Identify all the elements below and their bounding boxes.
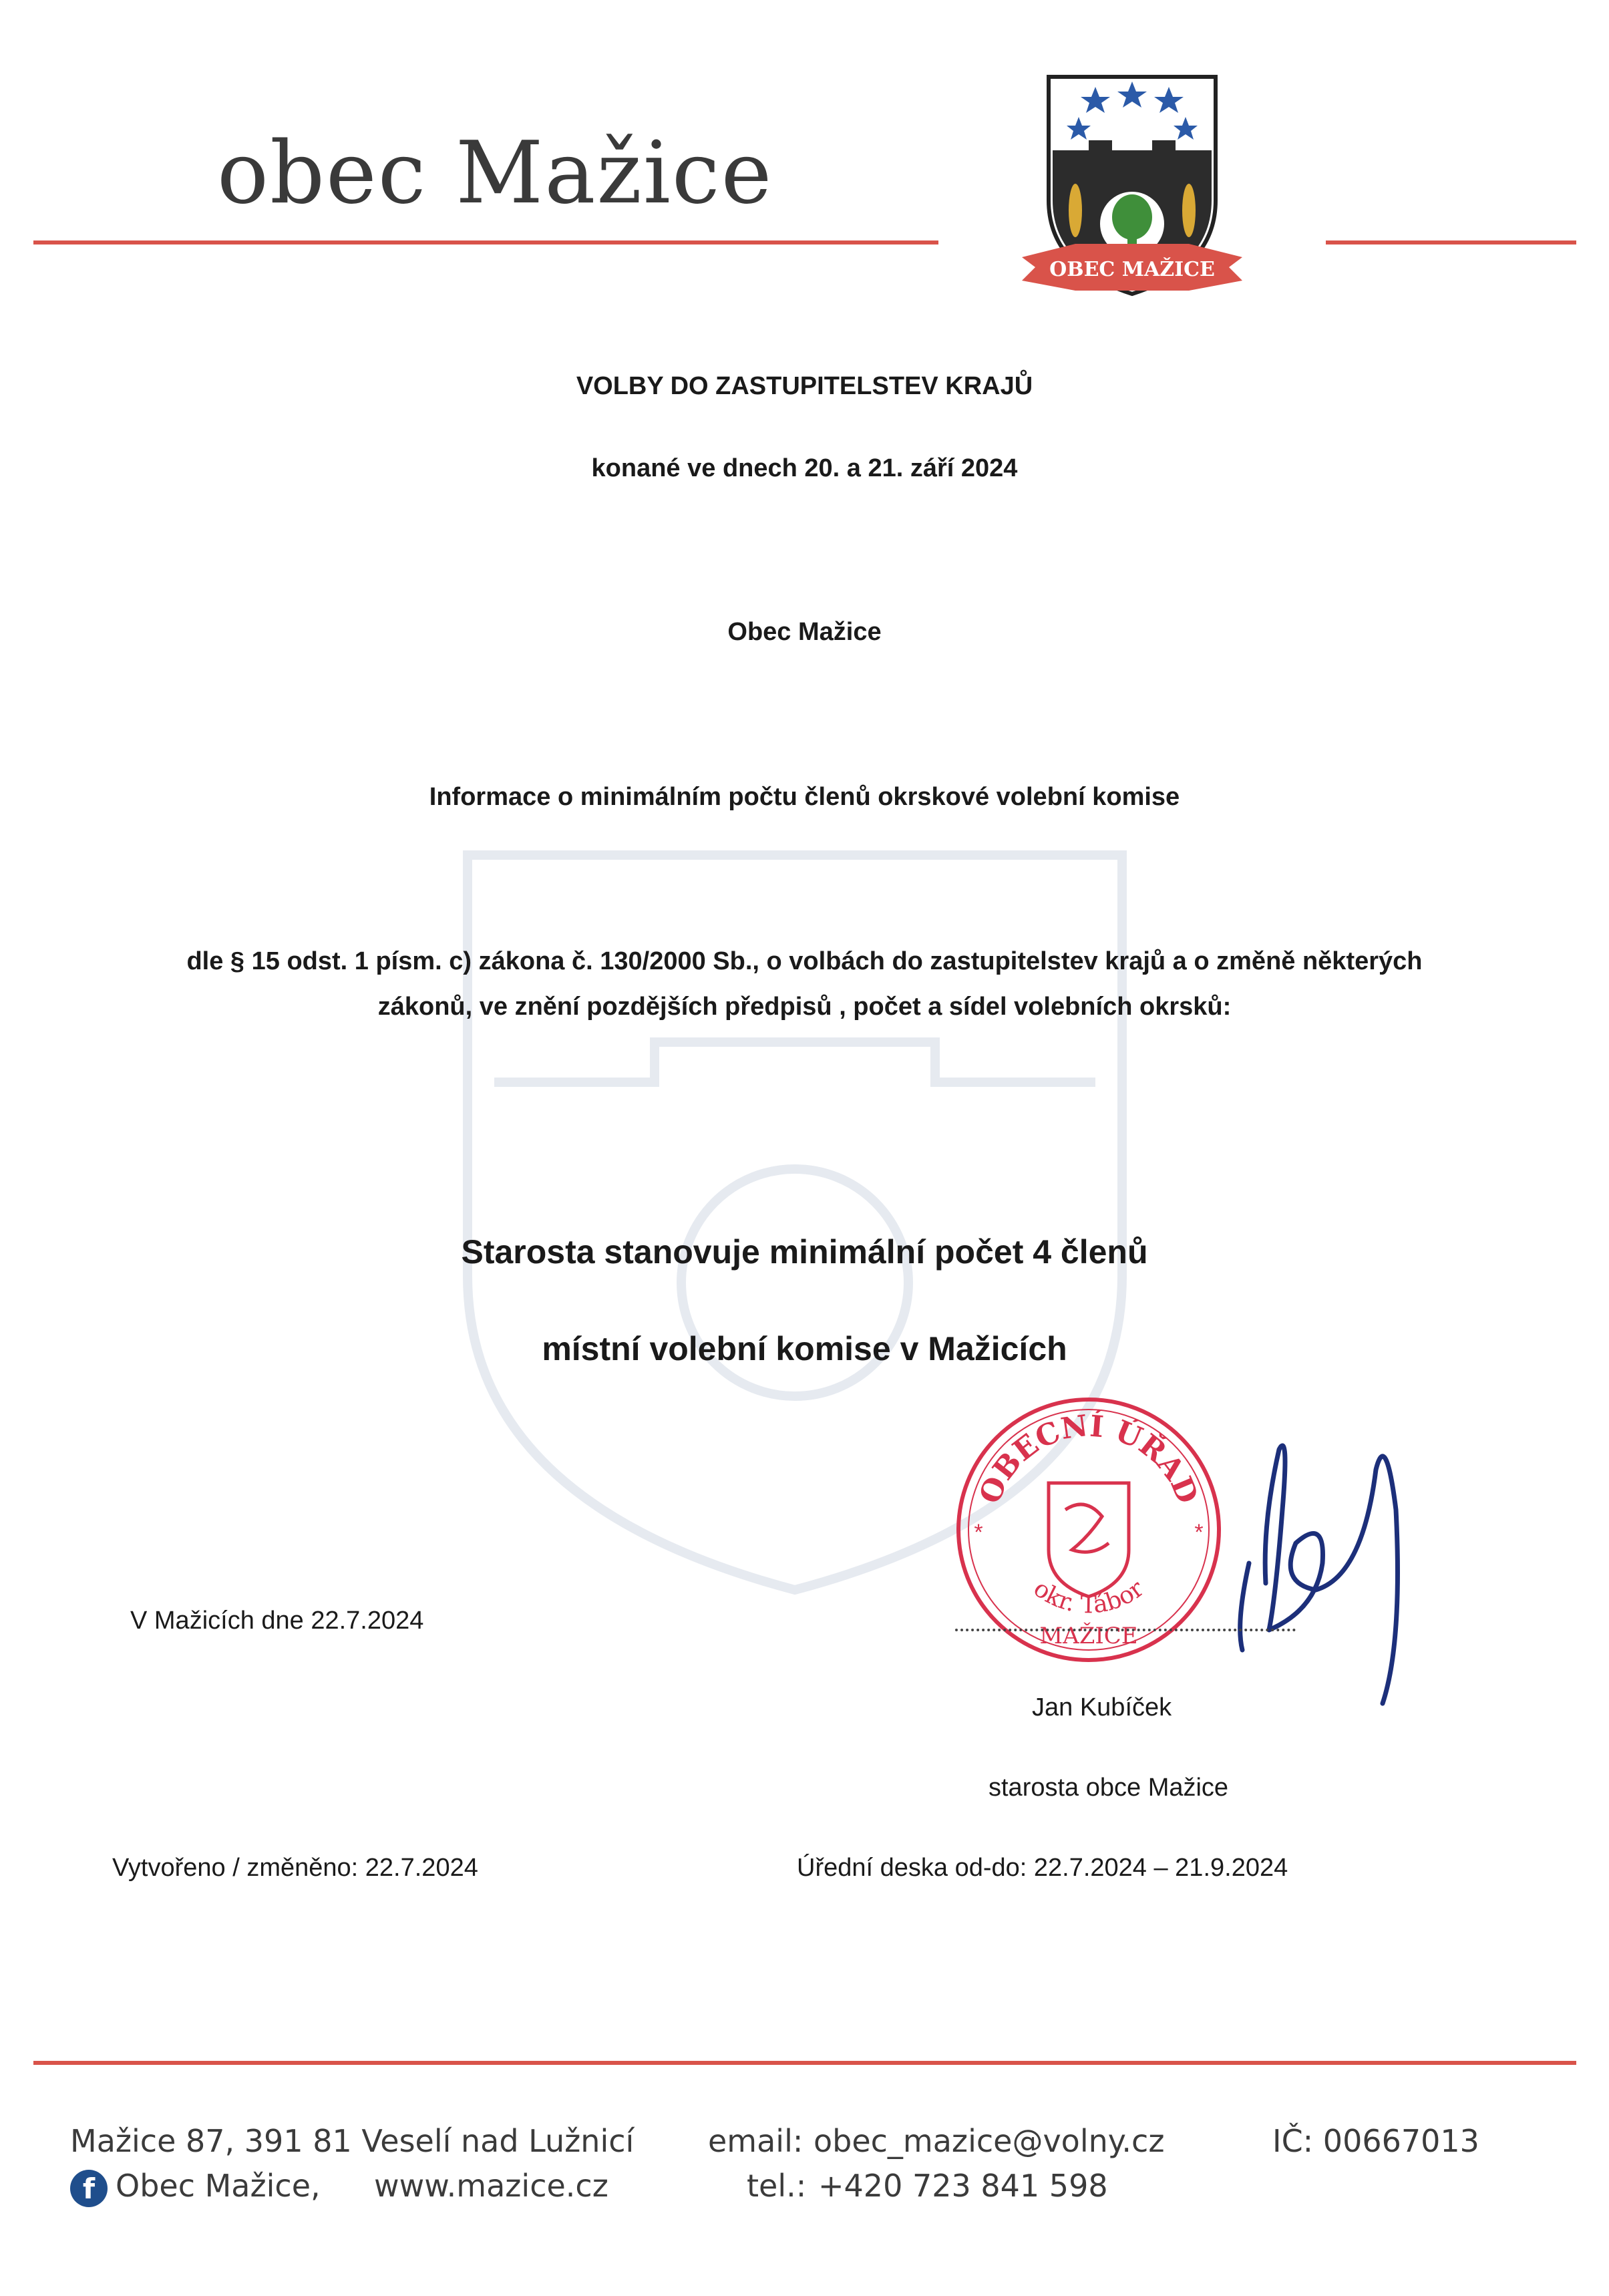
election-title: VOLBY DO ZASTUPITELSTEV KRAJŮ [576, 372, 1033, 400]
footer-tel[interactable]: +420 723 841 598 [818, 2168, 1108, 2204]
stamp-top-text: OBECNÍ ÚŘAD [972, 1408, 1205, 1509]
signatory-role: starosta obce Mažice [989, 1774, 1229, 1802]
decision-line-1: Starosta stanovuje minimální počet 4 členů [461, 1233, 1148, 1271]
created-date: Vytvořeno / změněno: 22.7.2024 [112, 1854, 478, 1882]
election-dates: konané ve dnech 20. a 21. září 2024 [591, 454, 1018, 482]
decision-line-2: místní volební komise v Mažicích [542, 1330, 1067, 1367]
svg-text:OBECNÍ ÚŘAD [972, 1408, 1204, 1508]
svg-text:*: * [1194, 1520, 1204, 1545]
footer-facebook [70, 2168, 321, 2207]
footer-rule [33, 2061, 1576, 2065]
legal-line-1: dle § 15 odst. 1 písm. c) zákona č. 130/2000 Sb., o volbách do zastupitelstev krajů a o změně některých [186, 947, 1423, 975]
stamp-bottom-text: okr. Tábor [1028, 1575, 1149, 1619]
header-rule-left [33, 240, 938, 244]
place-date: V Mažicích dne 22.7.2024 [130, 1607, 424, 1635]
handwritten-signature [1216, 1410, 1443, 1724]
footer-website[interactable]: www.mazice.cz [374, 2168, 608, 2204]
footer-tel-label: tel.: [747, 2168, 807, 2204]
footer-ic: IČ: 00667013 [1272, 2123, 1479, 2159]
info-title: Informace o minimálním počtu členů okrskové volební komise [429, 783, 1180, 811]
brand-title: obec Mažice [217, 124, 773, 223]
official-stamp [942, 1376, 1236, 1670]
signatory-name: Jan Kubíček [1032, 1693, 1172, 1721]
stamp-city-text: MAŽICE [1039, 1623, 1138, 1649]
coat-of-arms-icon [995, 67, 1276, 307]
footer-email[interactable]: obec_mazice@volny.cz [814, 2123, 1165, 2159]
crest-label: OBEC MAŽICE [1049, 258, 1215, 281]
facebook-icon[interactable]: f [70, 2170, 108, 2207]
municipality-name: Obec Mažice [727, 618, 882, 646]
notice-board-period: Úřední deska od-do: 22.7.2024 – 21.9.2024 [797, 1854, 1288, 1882]
facebook-name[interactable]: Obec Mažice, [116, 2168, 321, 2204]
header-rule-right [1326, 240, 1576, 244]
footer-address: Mažice 87, 391 81 Veselí nad Lužnicí [70, 2123, 635, 2159]
footer-email-label: email: [708, 2123, 803, 2159]
legal-line-2: zákonů, ve znění pozdějších předpisů , počet a sídel volebních okrsků: [377, 993, 1232, 1021]
svg-text:*: * [974, 1520, 983, 1545]
signature-line [955, 1629, 1296, 1631]
